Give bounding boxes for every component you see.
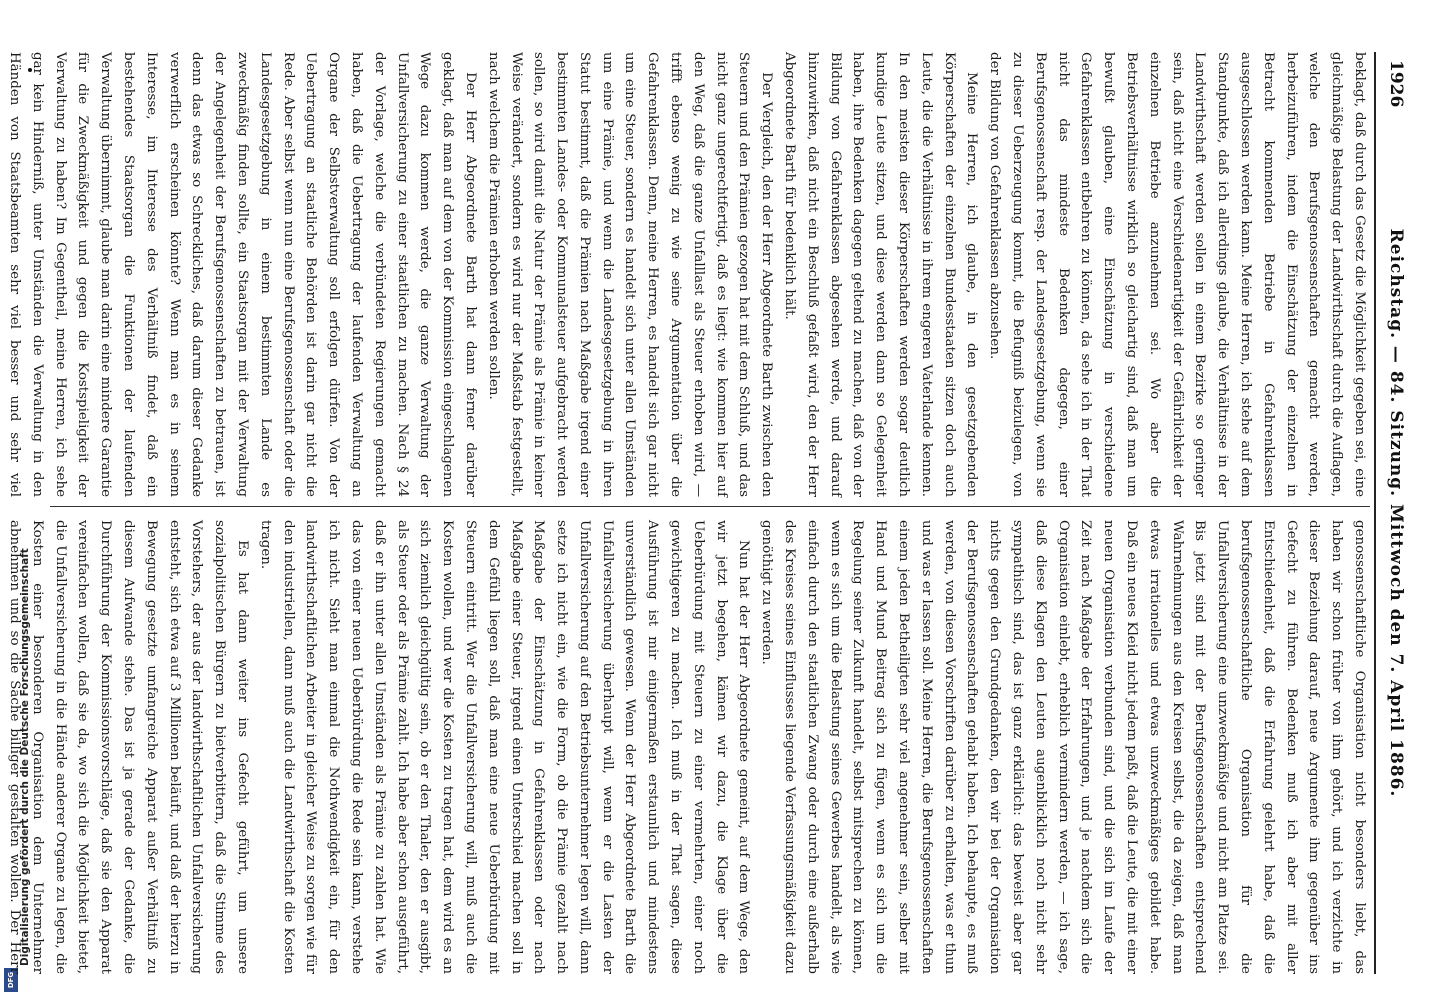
paragraph: Der Vergleich, den der Herr Abgeordnete Barth zwischen den Steuern und den Prämien gezogen hat mit dem Schluß, und das nicht ganz ungerechtfertigt, daß es liegt: wie kommen hier auf den Weg, daß die ganze Unfalllast als Steuer erhoben wird, — trifft ebenso wenig zu wie seine Argumentation über die Gefahrenklassen. Denn, meine Herren, es handelt sich gar nicht um eine Steuer, sondern es handelt sich unter allen Umständen um eine Prämie, und wenn die Landesgesetzgebung in ihren Statut bestimmt, daß die Prämien nach Maßgabe irgend einer bestimmten Landes- oder Kommunalsteuer aufgebracht werden sollen, so wird damit die Natur der Prämie als Prämie in keiner Weise verändert, sondern es wird nur der Maßstab festgestellt, nach welchem die Prämien erhoben werden sollen.: [485, 52, 775, 497]
column-divider: [50, 506, 1370, 507]
page-title: Reichstag. — 84. Sitzung. Mittwoch den 7. April 1886.: [1386, 228, 1406, 798]
dfg-logo-text: DFG: [7, 971, 15, 989]
paragraph: beklagt, daß durch das Gesetz die Möglichkeit gegeben sei, eine gleichmäßige Belastung der Landwirthschaft durch die Auflagen, welche den Berufsgenossenschaften gemacht werden, herbeizuführen, indem die Einschätzung der einzelnen in Betracht kommenden Betriebe in Gefahrenklassen ausgeschlossen werden kann. Meine Herren, ich stehe auf dem Standpunkte, daß ich allerdings glaube, die Verhältnisse in der Landwirthschaft werden sollen in einem Bezirke so geringer sein, daß nicht eine Verschiedenartigkeit der Gefährlichkeit der einzelnen Betriebe anzunehmen sei. Wo aber die Betriebsverhältnisse wirklich so gleichartig sind, daß man um bewußt glauben, eine Einschätzung in verschiedene Gefahrenklassen entbehren zu können, da sehe ich in der That nicht das mindeste Bedenken dagegen, einer Berufsgenossenschaft resp. der Landesgesetzgebung, wenn sie zu dieser Ueberzeugung kommt, die Befugniß beizulegen, von der Bildung von Gefahrenklassen abzusehen.: [987, 52, 1367, 497]
paragraph: Der Herr Abgeordnete Barth hat dann ferner darüber geklagt, daß man auf dem von der Kommission eingeschlagenen Wege dazu kommen werde, die ganze Verwaltung der Unfallversicherung zu einer staatlichen zu machen. Nach § 24 der Vorlage, welche die verbündeten Regierungen gemacht haben, daß die Uebertragung der laufenden Verwaltung an Organe der Selbstverwaltung soll erfolgen dürfen. Von der Uebertragung an staatliche Behörden ist darin gar nicht die Rede. Aber selbst wenn nun eine Berufsgenossenschaft oder die Landesgesetzgebung in einem bestimmten Lande es zweckmäßig finden sollte, ein Staatsorgan mit der Verwaltung der Angelegenheit der Berufsgenossenschaften zu betrauen, ist denn das etwas so Schreckliches, daß darum dieser Gedanke verwerflich erscheinen könnte? Wenn man es in seinem Interesse, im Interesse des Verhältniß findet, daß ein bestehendes Staatsorgan die Funktionen der laufenden Verwaltung übernimmt, glaube man darin eine mindere Garantie für die Zweckmäßigkeit und gegen die Kostspieligkeit der Verwaltung zu haben? Im Gegentheil, meine Herren, ich sehe gar kein Hinderniß, unter Umständen die Verwaltung in den Händen von Staatsbeamten sehr viel besser und sehr viel: [6, 52, 478, 497]
page-number: 1926: [1386, 60, 1406, 108]
paragraph: genossenschaftliche Organisation nicht besonders liebt, das haben wir schon früher von ihm gehört, und ich verzichte in dieser Beziehung darauf, neue Argumente ihm gegenüber ins Gefecht zu führen. Bedenken muß ich aber mit aller Entschiedenheit, daß die Erfahrung gelehrt habe, daß die berufsgenossenschaftliche Organisation für die Unfallversicherung eine unzweckmäßige und nicht am Platze sei. Bis jetzt sind mit der Berufsgenossenschaften entsprechend Wahrnehmungen aus den Kreisen selbst, die da zeigen, daß man etwas irrationelles und etwas unzweckmäßiges gebildet habe. Daß ein neues Kleid nicht jedem paßt, daß die Leute, die mit einer neuen Organisation verbunden sind, und die sich im Laufe der Zeit nach Maßgabe der Erfahrungen, und je nachdem sich die Organisation einlebt, erheblich vermindern werden, — ich sage, daß diese Klagen den Leuten augenblicklich noch nicht sehr sympathisch sind, das ist ganz erklärlich: das beweist aber gar nichts gegen den Grundgedanken, den wir bei der Organisation der Berufsgenossenschaften gehabt haben. Ich behaupte, es muß werden, von diesen Vorschriften darüber zu erhalten, was er thun und was er lassen soll. Meine Herren, die Berufsgenossenschaften einem jeden Betheiligten sehr viel angenehmer sein, selber mit Hand und Mund Beitrag sich zu fügen, wenn es sich um die Regelung seiner Zukunft handelt, selbst mitsprechen zu können, wenn es sich um die Belastung seines Gewerbes handelt, als wie einfach durch den staatlichen Zwang oder durch eine außerhalb des Kreises seines Einflusses liegende Verfassungsmäßigkeit dazu genöthigt zu werden.: [759, 520, 1367, 974]
page-header: [1378, 52, 1412, 974]
left-column: [6, 52, 1370, 497]
paragraph: Es hat dann weiter ins Gefecht geführt, um unsere sozialpolitischen Bürgern zu bietverbittern, daß die Stimme des Vorstehers, der aus der landwirthschaftlichen Unfallversicherung entsteht, sich etwa auf 3 Millionen beläuft, und daß der hierzu in Bewegung gesetzte umfangreiche Apparat außer Verhältniß zu diesem Aufwande stehe. Das ist ja gerade der Gedanke, die Durchführung der Kommissionsvorschläge, daß sie den Apparat vereinfachen wollen, daß sie da, wo sich die Möglichkeit bietet, die Unfallversicherung in die Hände anderer Organe zu legen, die Kosten einer besonderen Organisation dem Unternehmer abnehmen und so die Sache billiger gestalten wollen. Der Herr: [6, 520, 250, 974]
paragraph: Nun hat der Herr Abgeordnete gemeint, auf dem Wege, den wir jetzt begehen, kämen wir dazu, die Klage über die Ueberbürdung mit Steuern zu einer vermehrten, einer noch gewichtigeren zu machen. Ich muß in der That sagen, diese Ausführung ist mir einigermaßen erstaunlich und mindestens unverständlich gewesen. Wenn der Herr Abgeordnete Barth die Unfallversicherung überhaupt will, wenn er die Lasten der Unfallversicherung auf den Betriebsunternehmer legen will, dann setze ich nicht ein, wie die Form, ob die Prämie gezahlt nach Maßgabe der Einschätzung in Gefahrenklassen oder nach Maßgabe einer Steuer, irgend einen Unterschied machen soll in dem Gefühl liegen soll, daß man eine neue Ueberbürdung mit Steuern eintritt. Wer die Unfallversicherung will, muß auch die Kosten wollen, und wer die Kosten zu tragen hat, dem wird es an sich ziemlich gleichgültig sein, ob er den Thaler, den er ausgibt, als Steuer oder als Prämie zahlt. Ich habe aber schon ausgeführt, daß er ihn unter allen Umständen als Prämie zu zahlen hat. Wie das von einer neuen Ueberbürdung die Rede sein kann, verstehe ich nicht. Sieht man einmal die Nothwendigkeit ein, für den landwirthschaftlichen Arbeiter in gleicher Weise zu sorgen wie für den industriellen, dann muß auch die Landwirthschaft die Kosten tragen.: [257, 520, 752, 974]
credit-text: Digitalisierung gefördert durch die Deutsche Forschungsgemeinschaft: [19, 548, 31, 966]
header-rule: [1374, 52, 1376, 974]
paragraph: Meine Herren, ich glaube, in den gesetzgebenden Körperschaften der einzelnen Bundesstaaten sitzen doch auch Leute, die die Verhältnisse in ihrem engeren Vaterlande kennen. In den meisten dieser Körperschaften werden sogar deutlich kundige Leute sitzen, und diese werden dann so Gelegenheit haben, ihre Bedenken dagegen geltend zu machen, daß von der Bildung von Gefahrenklassen abgesehen werde, und darauf hinzuwirken, daß nicht ein Beschluß gefaßt wird, den der Herr Abgeordnete Barth für bedenklich hält.: [782, 52, 980, 497]
